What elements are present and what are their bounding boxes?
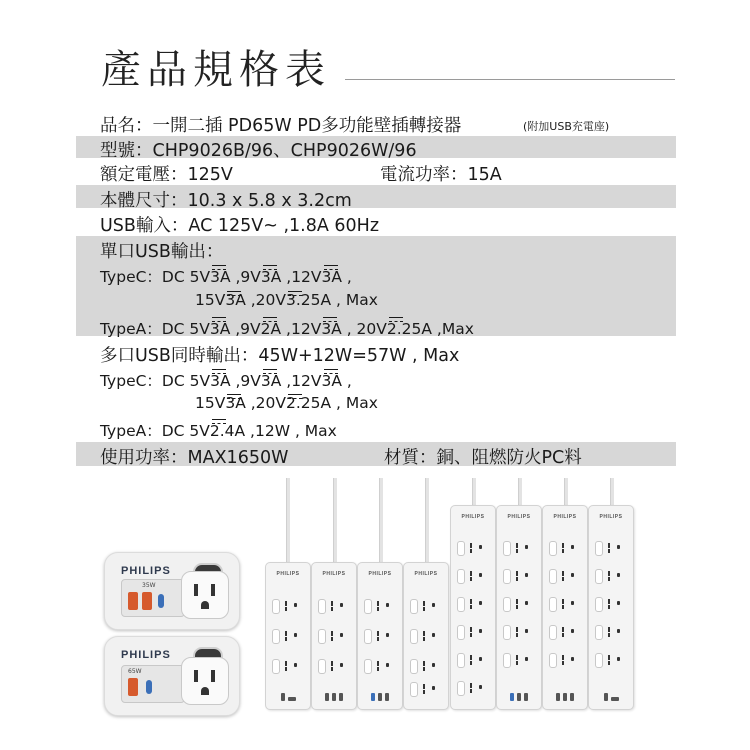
adapter-65w-image: [104, 636, 240, 716]
brand-logo: PHILIPS: [553, 514, 577, 520]
adapter-35w-image: [104, 552, 240, 630]
brand-logo: PHILIPS: [507, 514, 531, 520]
brand-logo: PHILIPS: [368, 571, 392, 577]
brand-logo: PHILIPS: [414, 571, 438, 577]
power-cord: [333, 478, 337, 563]
power-strip-image: [265, 562, 311, 710]
power-strip-image: [496, 505, 542, 710]
power-cord: [425, 478, 429, 563]
power-cord: [286, 478, 290, 563]
power-strip-image: [450, 505, 496, 710]
usb-panel: 65W: [121, 665, 185, 703]
title-divider: [345, 79, 675, 80]
power-cord: [564, 478, 568, 506]
power-strip-image: [403, 562, 449, 710]
outlet-face-icon: [181, 657, 229, 705]
power-cord: [610, 478, 614, 506]
outlet-face-icon: [181, 571, 229, 619]
brand-logo: PHILIPS: [121, 565, 171, 577]
power-strip-image: [542, 505, 588, 710]
power-cord: [518, 478, 522, 506]
power-cord: [472, 478, 476, 506]
power-strip-image: [311, 562, 357, 710]
usb-panel: 35W: [121, 579, 185, 617]
brand-logo: PHILIPS: [599, 514, 623, 520]
brand-logo: PHILIPS: [276, 571, 300, 577]
page-title: 產品規格表: [101, 47, 331, 93]
power-cord: [379, 478, 383, 563]
brand-logo: PHILIPS: [461, 514, 485, 520]
brand-logo: PHILIPS: [322, 571, 346, 577]
power-strip-image: [357, 562, 403, 710]
brand-logo: PHILIPS: [121, 649, 171, 661]
power-strip-image: [588, 505, 634, 710]
product-illustrations: [0, 470, 750, 750]
